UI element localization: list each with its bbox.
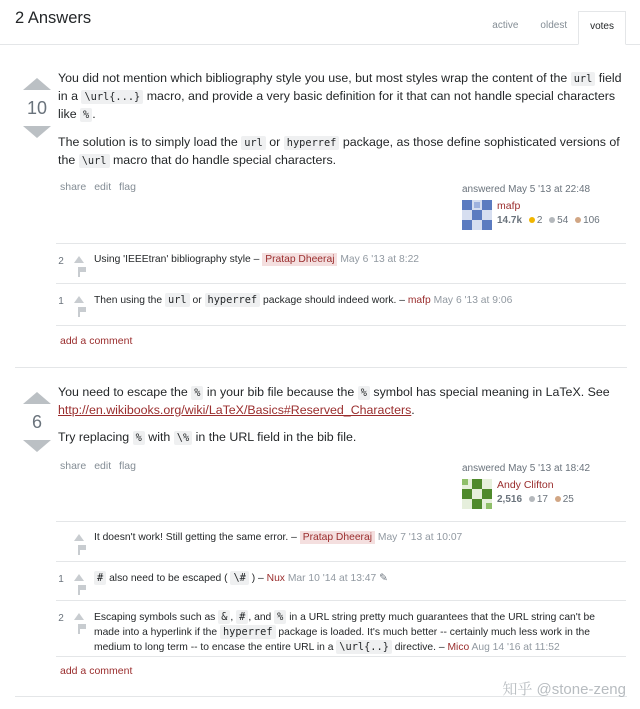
bronze-badge-icon [575, 217, 581, 223]
comment-text: Using 'IEEEtran' bibliography style – Pratap Dheeraj May 6 '13 at 8:22 [94, 254, 420, 265]
upvote-arrow-icon[interactable] [23, 78, 51, 90]
comment-flag-icon[interactable] [78, 624, 80, 634]
comment-date[interactable]: Aug 14 '16 at 11:52 [471, 642, 560, 653]
comment-score: 2 [58, 613, 64, 624]
share-link[interactable]: share [60, 460, 87, 472]
comment-score: 2 [58, 256, 64, 267]
comment [56, 243, 626, 284]
reputation: 14.7k [497, 215, 523, 226]
inline-code: % [133, 431, 145, 445]
comment-flag-icon[interactable] [78, 307, 80, 317]
tab-oldest[interactable]: oldest [540, 20, 568, 31]
comment-date[interactable]: May 7 '13 at 10:07 [377, 532, 463, 543]
comment-text: It doesn't work! Still getting the same error. – Pratap Dheeraj May 7 '13 at 10:07 [94, 532, 463, 543]
inline-code: & [218, 610, 230, 624]
answers-header [0, 0, 640, 45]
vote-count: 6 [31, 412, 42, 432]
comment-date[interactable]: May 6 '13 at 9:06 [433, 295, 513, 306]
silver-badge-icon [549, 217, 555, 223]
answers-count-title: 2 Answers [15, 9, 92, 27]
vote-count: 10 [26, 98, 48, 118]
comment [56, 561, 626, 601]
downvote-arrow-icon[interactable] [23, 440, 51, 452]
reserved-characters-link[interactable]: http://en.wikibooks.org/wiki/LaTeX/Basics#Reserved_Characters [58, 403, 412, 417]
comment-text: Then using the url or hyperref package should indeed work. – mafp May 6 '13 at 9:06 [94, 294, 513, 306]
comment-upvote-icon[interactable] [74, 534, 84, 541]
comment-upvote-icon[interactable] [74, 256, 84, 263]
user-signature [462, 184, 632, 232]
comments-divider [56, 325, 626, 326]
user-signature [462, 463, 632, 511]
avatar[interactable] [462, 200, 492, 230]
inline-code: # [94, 571, 106, 585]
answered-time: answered May 5 '13 at 18:42 [462, 463, 591, 474]
edit-link[interactable]: edit [94, 460, 112, 472]
downvote-arrow-icon[interactable] [23, 126, 51, 138]
comment-flag-icon[interactable] [78, 267, 80, 277]
inline-code: hyperref [284, 136, 340, 150]
comment-user-link[interactable]: Pratap Dheeraj [300, 531, 375, 544]
upvote-arrow-icon[interactable] [23, 392, 51, 404]
vote-cell [17, 78, 57, 138]
add-comment-link[interactable]: add a comment [60, 335, 133, 347]
answer-paragraph: Try replacing % with \% in the URL field in the bib file. [58, 430, 357, 444]
comment-score: 1 [58, 574, 64, 585]
edit-link[interactable]: edit [94, 181, 112, 193]
inline-code: % [191, 386, 203, 400]
comment-date[interactable]: May 6 '13 at 8:22 [340, 254, 420, 265]
post-menu [60, 460, 141, 472]
comment-user-link[interactable]: Pratap Dheeraj [262, 253, 337, 266]
answer-paragraph: You did not mention which bibliography style you use, but most styles wrap the content of the url field in a \url{...} macro, and provide a very basic definition for it that can not handle special characters like % . [58, 71, 622, 121]
inline-code: url [241, 136, 266, 150]
user-name-link[interactable]: Andy Clifton [497, 479, 554, 491]
watermark: 知乎 @stone-zeng [502, 681, 626, 698]
inline-code: % [274, 610, 286, 624]
comment-user-link[interactable]: Mico [447, 642, 470, 653]
user-name-link[interactable]: mafp [497, 200, 521, 212]
avatar[interactable] [462, 479, 492, 509]
comment-flag-icon[interactable] [78, 545, 80, 555]
comment [56, 521, 626, 562]
comment-user-link[interactable]: mafp [407, 295, 431, 306]
comment-text: Escaping symbols such as & , # , and % in a URL string pretty much guarantees that the URL string can't be made into a hyperlink if the hyperref package is loaded. It's much better -- certainly much less work in the medium to long term -- to encase the entire URL in a \url{..} directive. – Mico Aug 14 '16 at 11:52 [94, 611, 595, 653]
answer-body [58, 70, 623, 180]
tab-active[interactable]: active [492, 20, 519, 31]
inline-code: # [236, 610, 248, 624]
inline-code: url [571, 72, 596, 86]
comment-upvote-icon[interactable] [74, 613, 84, 620]
inline-code: % [80, 108, 92, 122]
inline-code: url [165, 293, 190, 307]
inline-code: hyperref [220, 625, 276, 639]
answer-divider [15, 367, 627, 368]
silver-badge-icon [529, 496, 535, 502]
inline-code: \url [79, 154, 110, 168]
comment [56, 283, 626, 326]
comment-flag-icon[interactable] [78, 585, 80, 595]
inline-code: \% [174, 431, 192, 445]
answer-paragraph: You need to escape the % in your bib file because the % symbol has special meaning in LaTeX. See http://en.wikibooks.org/wiki/LaTeX/Basics#Reserved_Characters. [58, 385, 610, 417]
inline-code: \# [230, 571, 248, 585]
inline-code: \url{...} [81, 90, 143, 104]
comment-upvote-icon[interactable] [74, 574, 84, 581]
answer-body [58, 384, 623, 457]
comment [56, 600, 626, 657]
comment-score: 1 [58, 296, 64, 307]
answered-time: answered May 5 '13 at 22:48 [462, 184, 591, 195]
user-stats: 2,516 17 25 [497, 494, 574, 505]
gold-badge-icon [529, 217, 535, 223]
answer-paragraph: The solution is to simply load the url or hyperref package, as those define sophisticated versions of the \url macro that do handle special characters. [58, 135, 620, 167]
user-stats: 14.7k 2 54 106 [497, 215, 600, 226]
post-menu [60, 181, 141, 193]
inline-code: hyperref [205, 293, 261, 307]
sort-tabs [481, 11, 626, 45]
inline-code: % [358, 386, 370, 400]
vote-cell [17, 392, 57, 452]
comment-text: # also need to be escaped ( \# ) – Nux Mar 10 '14 at 13:47 ✎ [94, 571, 622, 586]
comment-date[interactable]: Mar 10 '14 at 13:47 [287, 573, 377, 584]
pencil-icon[interactable]: ✎ [379, 573, 388, 584]
inline-code: \url{..} [336, 640, 392, 654]
flag-link[interactable]: flag [119, 181, 136, 193]
comment-user-link[interactable]: Nux [266, 573, 285, 584]
add-comment-link[interactable]: add a comment [60, 665, 133, 677]
comments-divider [56, 656, 626, 657]
flag-link[interactable]: flag [119, 460, 136, 472]
share-link[interactable]: share [60, 181, 87, 193]
bronze-badge-icon [555, 496, 561, 502]
comment-upvote-icon[interactable] [74, 296, 84, 303]
tab-votes[interactable]: votes [578, 11, 626, 45]
reputation: 2,516 [497, 494, 523, 505]
